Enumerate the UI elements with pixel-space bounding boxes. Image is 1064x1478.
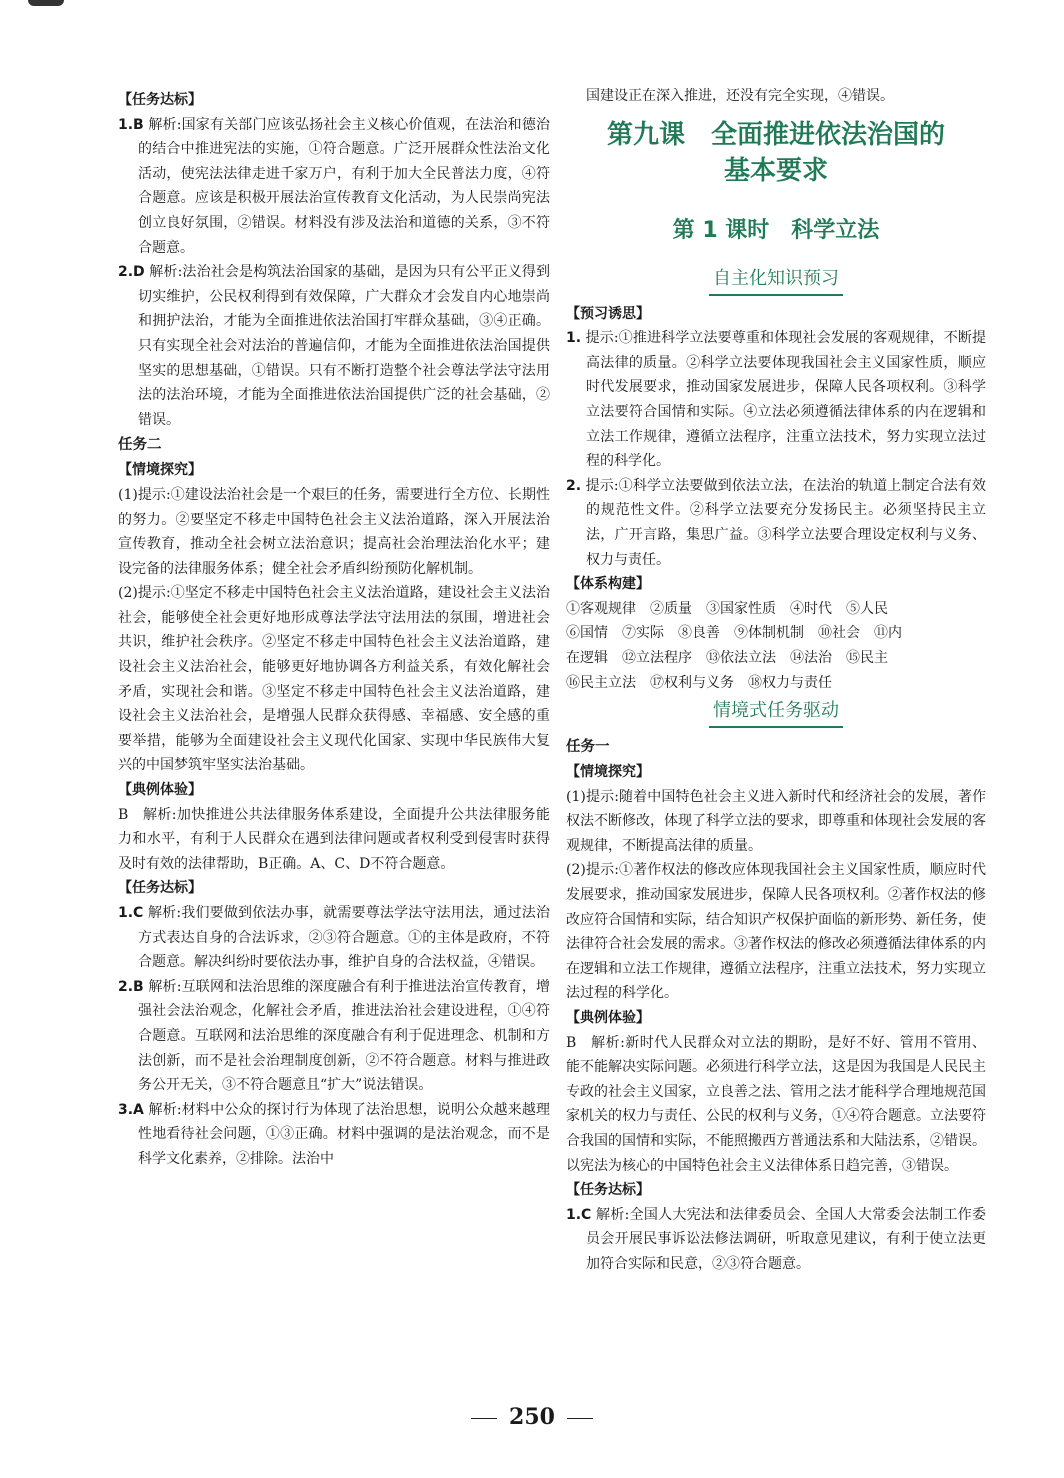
page-dash-left <box>471 1418 497 1419</box>
section-title-task-text: 情境式任务驱动 <box>709 697 843 728</box>
answer-item <box>118 975 550 1098</box>
preview-item-number: 1. <box>566 330 582 347</box>
task-standard-items <box>566 1203 986 1277</box>
answer-item-number: 3.A <box>118 1101 144 1118</box>
task-standard-heading: 【任务达标】 <box>566 1182 650 1199</box>
section-title-preview-text: 自主化知识预习 <box>709 265 843 296</box>
period-title: 第 1 课时 科学立法 <box>672 217 880 243</box>
page-number <box>0 1404 1064 1430</box>
page-number-text: 250 <box>509 1404 555 1430</box>
scene-paragraph: (1)提示:随着中国特色社会主义进入新时代和经济社会的发展，著作权法不断修改，体现了科学立法的要求，即尊重和体现社会发展的客观规律，不断提高法律的质量。 <box>566 788 986 854</box>
answer-item-number: 2.D <box>118 264 145 281</box>
scene-heading: 【情境探究】 <box>566 764 650 781</box>
lesson-title-line1: 第九课 全面推进依法治国的 <box>606 119 945 150</box>
preview-items <box>566 326 986 572</box>
section-heading: 【典例体验】 <box>118 782 202 799</box>
scene-paragraphs <box>566 785 986 1006</box>
answer-paragraph: (1)提示:①建设法治社会是一个艰巨的任务，需要进行全方位、长期性的努力。②要坚定不移走中国特色社会主义法治道路，深入开展法治宣传教育，推动全社会树立法治意识；提高社会治理法治化水平；建设完备的法律服务体系；健全社会矛盾纠纷预防化解机制。 <box>118 486 550 577</box>
preview-item-text: 提示:①推进科学立法要尊重和体现社会发展的客观规律，不断提高法律的质量。②科学立法要体现我国社会主义国家性质，顺应时代发展要求，推动国家发展进步，保障人民各项权利。③科学立法要符合国情和实际。④立法必须遵循法律体系的内在逻辑和立法工作规律，遵循立法程序，注重立法技术，努力实现立法过程的科学化。 <box>581 330 986 470</box>
continued-text: 国建设正在深入推进，还没有完全实现，④错误。 <box>586 88 894 104</box>
answer-item-text: 解析:互联网和法治思维的深度融合有利于推进法治宣传教育，增强社会法治观念，化解社会矛盾，推进法治社会建设进程，①④符合题意。互联网和法治思维的深度融合有利于促进理念、机制和方法创新，而不是社会治理制度创新，②不符合题意。材料与推进政务公开无关，③不符合题意且“扩大”说法错误。 <box>138 978 550 1094</box>
section-title-task <box>566 697 986 728</box>
answer-item-number: 1.B <box>118 116 144 133</box>
system-heading: 【体系构建】 <box>566 576 650 593</box>
system-line: ①客观规律 ②质量 ③国家性质 ④时代 ⑤人民 <box>566 600 888 617</box>
answer-item-number: 2.B <box>118 978 144 995</box>
preview-item-number: 2. <box>566 477 582 494</box>
answer-item-text: 解析:材料中公众的探讨行为体现了法治思想，说明公众越来越理性地看待社会问题，①③正确。材料中强调的是法治观念，而不是科学文化素养，②排除。法治中 <box>138 1101 550 1167</box>
system-answers <box>566 597 986 695</box>
system-line: ⑯民主立法 ⑰权利与义务 ⑱权力与责任 <box>566 674 832 691</box>
example-heading: 【典例体验】 <box>566 1010 650 1027</box>
answer-paragraph: B 解析:加快推进公共法律服务体系建设，全面提升公共法律服务能力和水平，有利于人民群众在遇到法律问题或者权利受到侵害时获得及时有效的法律帮助，B正确。A、C、D不符合题意。 <box>118 806 550 872</box>
preview-item-text: 提示:①科学立法要做到依法立法，在法治的轨道上制定合法有效的规范性文件。②科学立法要充分发扬民主。必须坚持民主立法，广开言路，集思广益。③科学立法要合理设定权利与义务、权力与责任。 <box>581 477 986 568</box>
corner-mark <box>28 0 64 6</box>
lesson-title-line2: 基本要求 <box>723 155 828 186</box>
left-column <box>118 88 550 1172</box>
section-heading: 【任务达标】 <box>118 92 202 108</box>
answer-item <box>118 260 550 432</box>
system-line: ⑥国情 ⑦实际 ⑧良善 ⑨体制机制 ⑩社会 ⑪内 <box>566 625 902 642</box>
section-title-preview <box>566 265 986 296</box>
answer-paragraph: (2)提示:①坚定不移走中国特色社会主义法治道路，建设社会主义法治社会，能够使全社会更好地形成尊法学法守法用法的氛围，增进社会共识，维护社会秩序。②坚定不移走中国特色社会主义法治道路，建设社会主义法治社会，能够更好地协调各方利益关系，有效化解社会矛盾，实现社会和谐。③坚定不移走中国特色社会主义法治道路，建设社会主义法治社会，是增强人民群众获得感、幸福感、安全感的重要举措，能够为全面建设社会主义现代化国家、实现中华民族伟大复兴的中国梦筑牢坚实法治基础。 <box>118 585 550 774</box>
answer-item <box>118 113 550 261</box>
section-heading: 【情境探究】 <box>118 462 202 479</box>
preview-heading: 【预习诱思】 <box>566 305 650 322</box>
answer-item <box>118 901 550 975</box>
answer-item-number: 1.C <box>118 905 144 921</box>
preview-item <box>566 326 986 474</box>
answer-item-text: 解析:法治社会是构筑法治国家的基础，是因为只有公平正义得到切实维护，公民权利得到有效保障，广大群众才会发自内心地崇尚和拥护法治，才能为全面推进依法治国打牢群众基础，③④正确。只有实现全社会对法治的普遍信仰，才能为全面推进依法治国提供坚实的思想基础，①错误。只有不断打造整个社会尊法学法守法用法的法治环境，才能为全面推进依法治国提供广泛的社会基础，②错误。 <box>138 264 550 428</box>
task-item-text: 解析:全国人大宪法和法律委员会、全国人大常委会法制工作委员会开展民事诉讼法修法调研，听取意见建议，有利于使立法更加符合实际和民意，②③符合题意。 <box>586 1206 986 1272</box>
section-heading: 【任务达标】 <box>118 880 202 897</box>
lesson-title <box>566 117 986 189</box>
answer-item <box>118 1098 550 1172</box>
task-item-number: 1.C <box>566 1206 592 1223</box>
task-one-heading: 任务一 <box>566 739 610 756</box>
example-text: B 解析:新时代人民群众对立法的期盼，是好不好、管用不管用、能不能解决实际问题。必须进行科学立法，这是因为我国是人民民主专政的社会主义国家，立良善之法、管用之法才能科学合理地规范国家机关的权力与责任、公民的权利与义务，①④符合题意。立法要符合我国的国情和实际，不能照搬西方普通法系和大陆法系，②错误。以宪法为核心的中国特色社会主义法律体系日趋完善，③错误。 <box>566 1034 986 1174</box>
right-column <box>566 84 986 1277</box>
scene-paragraph: (2)提示:①著作权法的修改应体现我国社会主义国家性质，顺应时代发展要求，推动国家发展进步，保障人民各项权利。②著作权法的修改应符合国情和实际，结合知识产权保护面临的新形势、新任务，使法律符合社会发展的需求。③著作权法的修改必须遵循法律体系的内在逻辑和立法工作规律，遵循立法程序，注重立法技术，努力实现立法过程的科学化。 <box>566 862 986 1002</box>
task-item <box>566 1203 986 1277</box>
answer-item-text: 解析:我们要做到依法办事，就需要尊法学法守法用法，通过法治方式表达自身的合法诉求，②③符合题意。①的主体是政府，不符合题意。解决纠纷时要依法办事，维护自身的合法权益，④错误。 <box>138 905 550 971</box>
preview-item <box>566 474 986 572</box>
page-dash-right <box>567 1418 593 1419</box>
answer-item-text: 解析:国家有关部门应该弘扬社会主义核心价值观，在法治和德治的结合中推进宪法的实施，①符合题意。广泛开展群众性法治文化活动，使宪法法律走进千家万户，有利于加大全民普法力度，④符合题意。应该是积极开展法治宣传教育文化活动，为人民崇尚宪法创立良好氛围，②错误。材料没有涉及法治和道德的关系，③不符合题意。 <box>138 116 550 256</box>
system-line: 在逻辑 ⑫立法程序 ⑬依法立法 ⑭法治 ⑮民主 <box>566 649 888 666</box>
task-heading: 任务二 <box>118 437 162 454</box>
